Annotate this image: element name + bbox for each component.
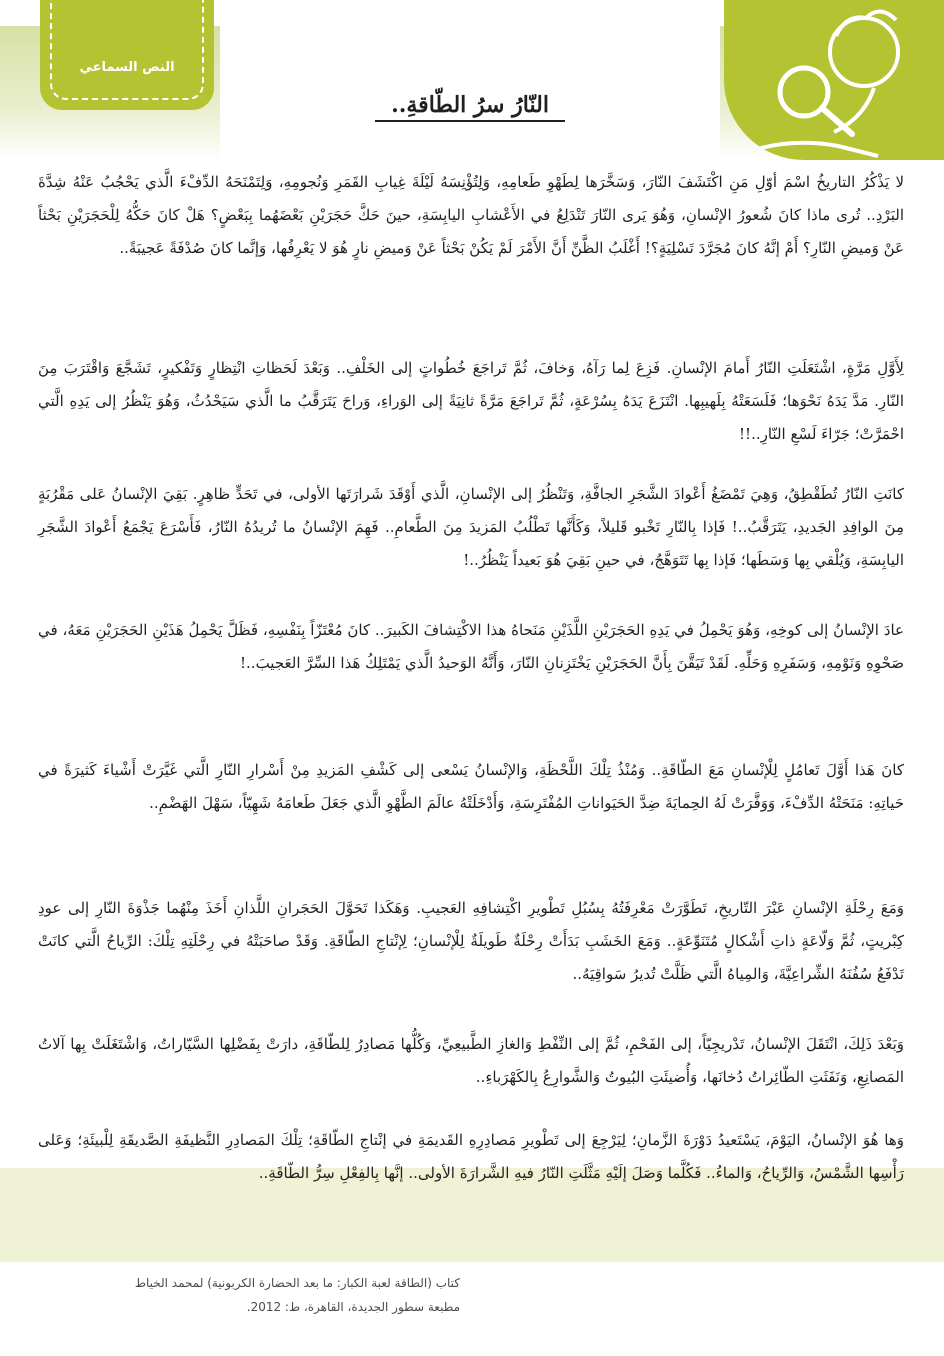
source-publisher: مطبعة سطور الجديدة، القاهرة، ط: 2012. (246, 1300, 460, 1314)
title-underline (375, 120, 565, 122)
magnifier-mascot-icon (724, 0, 944, 160)
paragraph-2: لِأَوَّلِ مَرَّةٍ، اشْتَعَلَتِ النّارُ أَمامَ الإنْسانِ. فَزِعَ لِما رَآهُ، وَخافَ، ثُمَّ تَراجَعَ خُطُواتٍ إلى الخَلْفِ.. وَبَعْدَ لَحَظاتِ انْتِظارٍ وَتَفْكيرٍ، تَشَجَّعَ وَاقْتَرَبَ مِنَ النّارِ. مَدَّ يَدَهُ نَحْوَها؛ فَلَسَعَتْهُ بِلَهيبِها. انْتَزَعَ يَدَهُ بِسُرْعَةٍ، ثُمَّ تَراجَعَ مَرَّةً ثانِيَةً إلى الوَراءِ، وَراحَ يَتَرَقَّبُ ما الَّذي سَيَحْدُثُ، وَهُوَ يَنْظُرُ إلى يَدِهِ الَّتي احْمَرَّتْ؛ جَرّاءَ لَسْعِ النّارِ..!! (38, 359, 904, 443)
paragraph-4: عادَ الإنْسانُ إلى كوخِهِ، وَهُوَ يَحْمِلُ في يَدِهِ الحَجَرَيْنِ اللَّذَيْنِ مَنَحاهُ هذا الاكْتِشافَ الكَبيرَ.. كانَ مُعْتَزّاً بِنَفْسِهِ، فَظَلَّ يَحْمِلُ هَذَيْنِ الحَجَرَيْنِ مَعَهُ، في صَحْوِهِ وَنَوْمِهِ، وَسَفَرِهِ وَحَلِّهِ. لَقَدْ تَيَقَّنَ بِأَنَّ الحَجَرَيْنِ يَخْتَزِنانِ النّارَ، وَأَنَّهُ الوَحيدُ الَّذي يَمْتَلِكُ هَذا السِّرَّ العَجيبَ..! (38, 621, 904, 672)
source-citation: كتاب (الطاقة لعبة الكبار: ما بعد الحضارة الكربونية) لمحمد الخياط (134, 1276, 460, 1290)
paragraph-7: وَبَعْدَ ذَلِكَ، انْتَقَلَ الإنْسانُ، تَدْريجِيّاً، إلى الفَحْمِ، ثُمَّ إلى النِّفْطِ وَالغازِ الطَّبيعِيِّ، وَكُلُّها مَصادِرُ لِلطّاقَةِ، دارَتْ بِفَضْلِها السَّيّاراتُ، وَاشْتَغَلَتْ بِها آلاتُ المَصانِعِ، وَنَفَثَتِ الطّائِراتُ دُخانَها، وَأُضيئَتِ البُيوتُ وَالشَّوارِعُ بِالكَهْرَباءِ.. (38, 1035, 904, 1086)
paragraph-6: وَمَعَ رِحْلَةِ الإنْسانِ عَبْرَ التّاريخِ، تَطَوَّرَتْ مَعْرِفَتُهُ بِسُبُلِ تَطْويرِ اكْتِشافِهِ العَجيبِ. وَهَكَذا تَحَوَّلَ الحَجَرانِ اللَّذانِ أَخَذَ مِنْهُما جَذْوَةَ النّارِ إلى عودِ كِبْريتٍ، ثُمَّ وَلّاعَةٍ ذاتِ أَشْكالٍ مُتَنَوِّعَةٍ.. وَمَعَ الخَشَبِ بَدَأَتْ رِحْلَةٌ طَويلَةٌ لِلْإنْسانِ؛ لِإنْتاجِ الطّاقَةِ. وَقَدْ صاحَبَتْهُ في رِحْلَتِهِ تِلْكَ: الرِّياحُ الَّتي كانَتْ تَدْفَعُ سُفُنَهُ الشِّراعِيَّةَ، وَالمِياهُ الَّتي ظَلَّتْ تُديرُ سَواقِيَهُ.. (38, 899, 904, 983)
paragraph-5: كانَ هَذا أَوَّلَ تَعامُلٍ لِلْإنْسانِ مَعَ الطّاقَةِ.. وَمُنْذُ تِلْكَ اللَّحْظَةِ، وَالإنْسانُ يَسْعى إلى كَشْفِ المَزيدِ مِنْ أَسْرارِ النّارِ الَّتي غَيَّرَتْ أَشْياءَ كَثيرَةً في حَياتِهِ: مَنَحَتْهُ الدِّفْءَ، وَوَفَّرَتْ لَهُ الحِمايَةَ ضِدَّ الحَيَواناتِ المُفْتَرِسَةِ، وَأَدْخَلَتْهُ عالَمَ الطَّهْوِ الَّذي جَعَلَ طَعامَهُ شَهِيّاً، سَهْلَ الهَضْمِ.. (38, 761, 904, 812)
title-text: النّارُ سرُ الطّاقةِ.. (391, 92, 549, 118)
section-label: النص السماعي (79, 60, 175, 75)
page-title (240, 92, 700, 122)
paragraph-1: لا يَذْكُرُ التاريخُ اسْمَ أوّلِ مَنِ اكْتَشَفَ النّارَ، وَسَخَّرَها لِطَهْوِ طَعامِهِ، وَلِتُؤْنِسَهُ لَيْلَةَ غِيابِ القَمَرِ وَنُجومِهِ، وَلِتَمْنَحَهُ الدِّفْءَ الَّذي يَحْجُبُ عَنْهُ شِدَّةَ البَرْدِ.. تُرى ماذا كانَ شُعورُ الإنْسانِ، وَهُوَ يَرى النّارَ تَنْدَلِعُ في الأَعْشابِ اليابِسَةِ، حينَ حَكَّ حَجَرَيْنِ بَعْضَهُما بِبَعْضٍ؟ هَلْ كانَ حَكُّهُ لِلْحَجَرَيْنِ بَحْثاً عَنْ وَميضِ النّارِ؟ أَمْ إنَّهُ كانَ مُجَرَّدَ تَسْلِيَةٍ؟! أَغْلَبُ الظَّنِّ أَنَّ الأَمْرَ لَمْ يَكُنْ بَحْثاً عَنْ وَميضِ نارٍ هُوَ لا يَعْرِفُها، وَإنَّما كانَ صُدْفَةً عَجيبَةً.. (38, 173, 904, 257)
section-label-tag (40, 0, 214, 110)
paragraph-3: كانَتِ النّارُ تُطَقْطِقُ، وَهِيَ تَمْضَغُ أَعْوادَ الشَّجَرِ الجافَّةِ، وَتَنْظُرُ إلى الإنْسانِ، الَّذي أَوْقَدَ شَرارَتَها الأولى، في تَحَدٍّ ظاهِرٍ. بَقِيَ الإنْسانُ عَلى مَقْرُبَةٍ مِنَ الوافِدِ الجَديدِ، يَتَرَقَّبُ..! فَإذا بِالنّارِ تَخْبو قَليلاً، وَكَأَنَّها تَطْلُبُ المَزيدَ مِنَ الطَّعامِ.. فَهِمَ الإنْسانُ ما تُريدُهُ النّارُ، فَأَسْرَعَ يَجْمَعُ أَعْوادَ الشَّجَرِ اليابِسَةِ، وَيُلْقي بِها وَسَطَها؛ فَإذا بِها تَتَوَهَّجُ، في حينِ بَقِيَ هُوَ بَعيداً يَنْظُرُ..! (38, 485, 904, 569)
paragraph-8: وَها هُوَ الإنْسانُ، اليَوْمَ، يَسْتَعيدُ دَوْرَةَ الزَّمانِ؛ لِيَرْجِعَ إلى تَطْويرِ مَصادِرِهِ القَديمَةِ في إنْتاجِ الطّاقَةِ؛ تِلْكَ المَصادِرِ النَّظيفَةِ الصَّديقَةِ لِلْبيئَةِ؛ وَعَلى رَأْسِها الشَّمْسُ، وَالرِّياحُ، وَالماءُ.. فَكُلَّما وَصَلَ إلَيْهِ مَثَّلَتِ النّارُ فيهِ الشَّرارَةَ الأولى.. إنَّها بِالفِعْلِ سِرُّ الطّاقَةِ.. (38, 1131, 904, 1182)
